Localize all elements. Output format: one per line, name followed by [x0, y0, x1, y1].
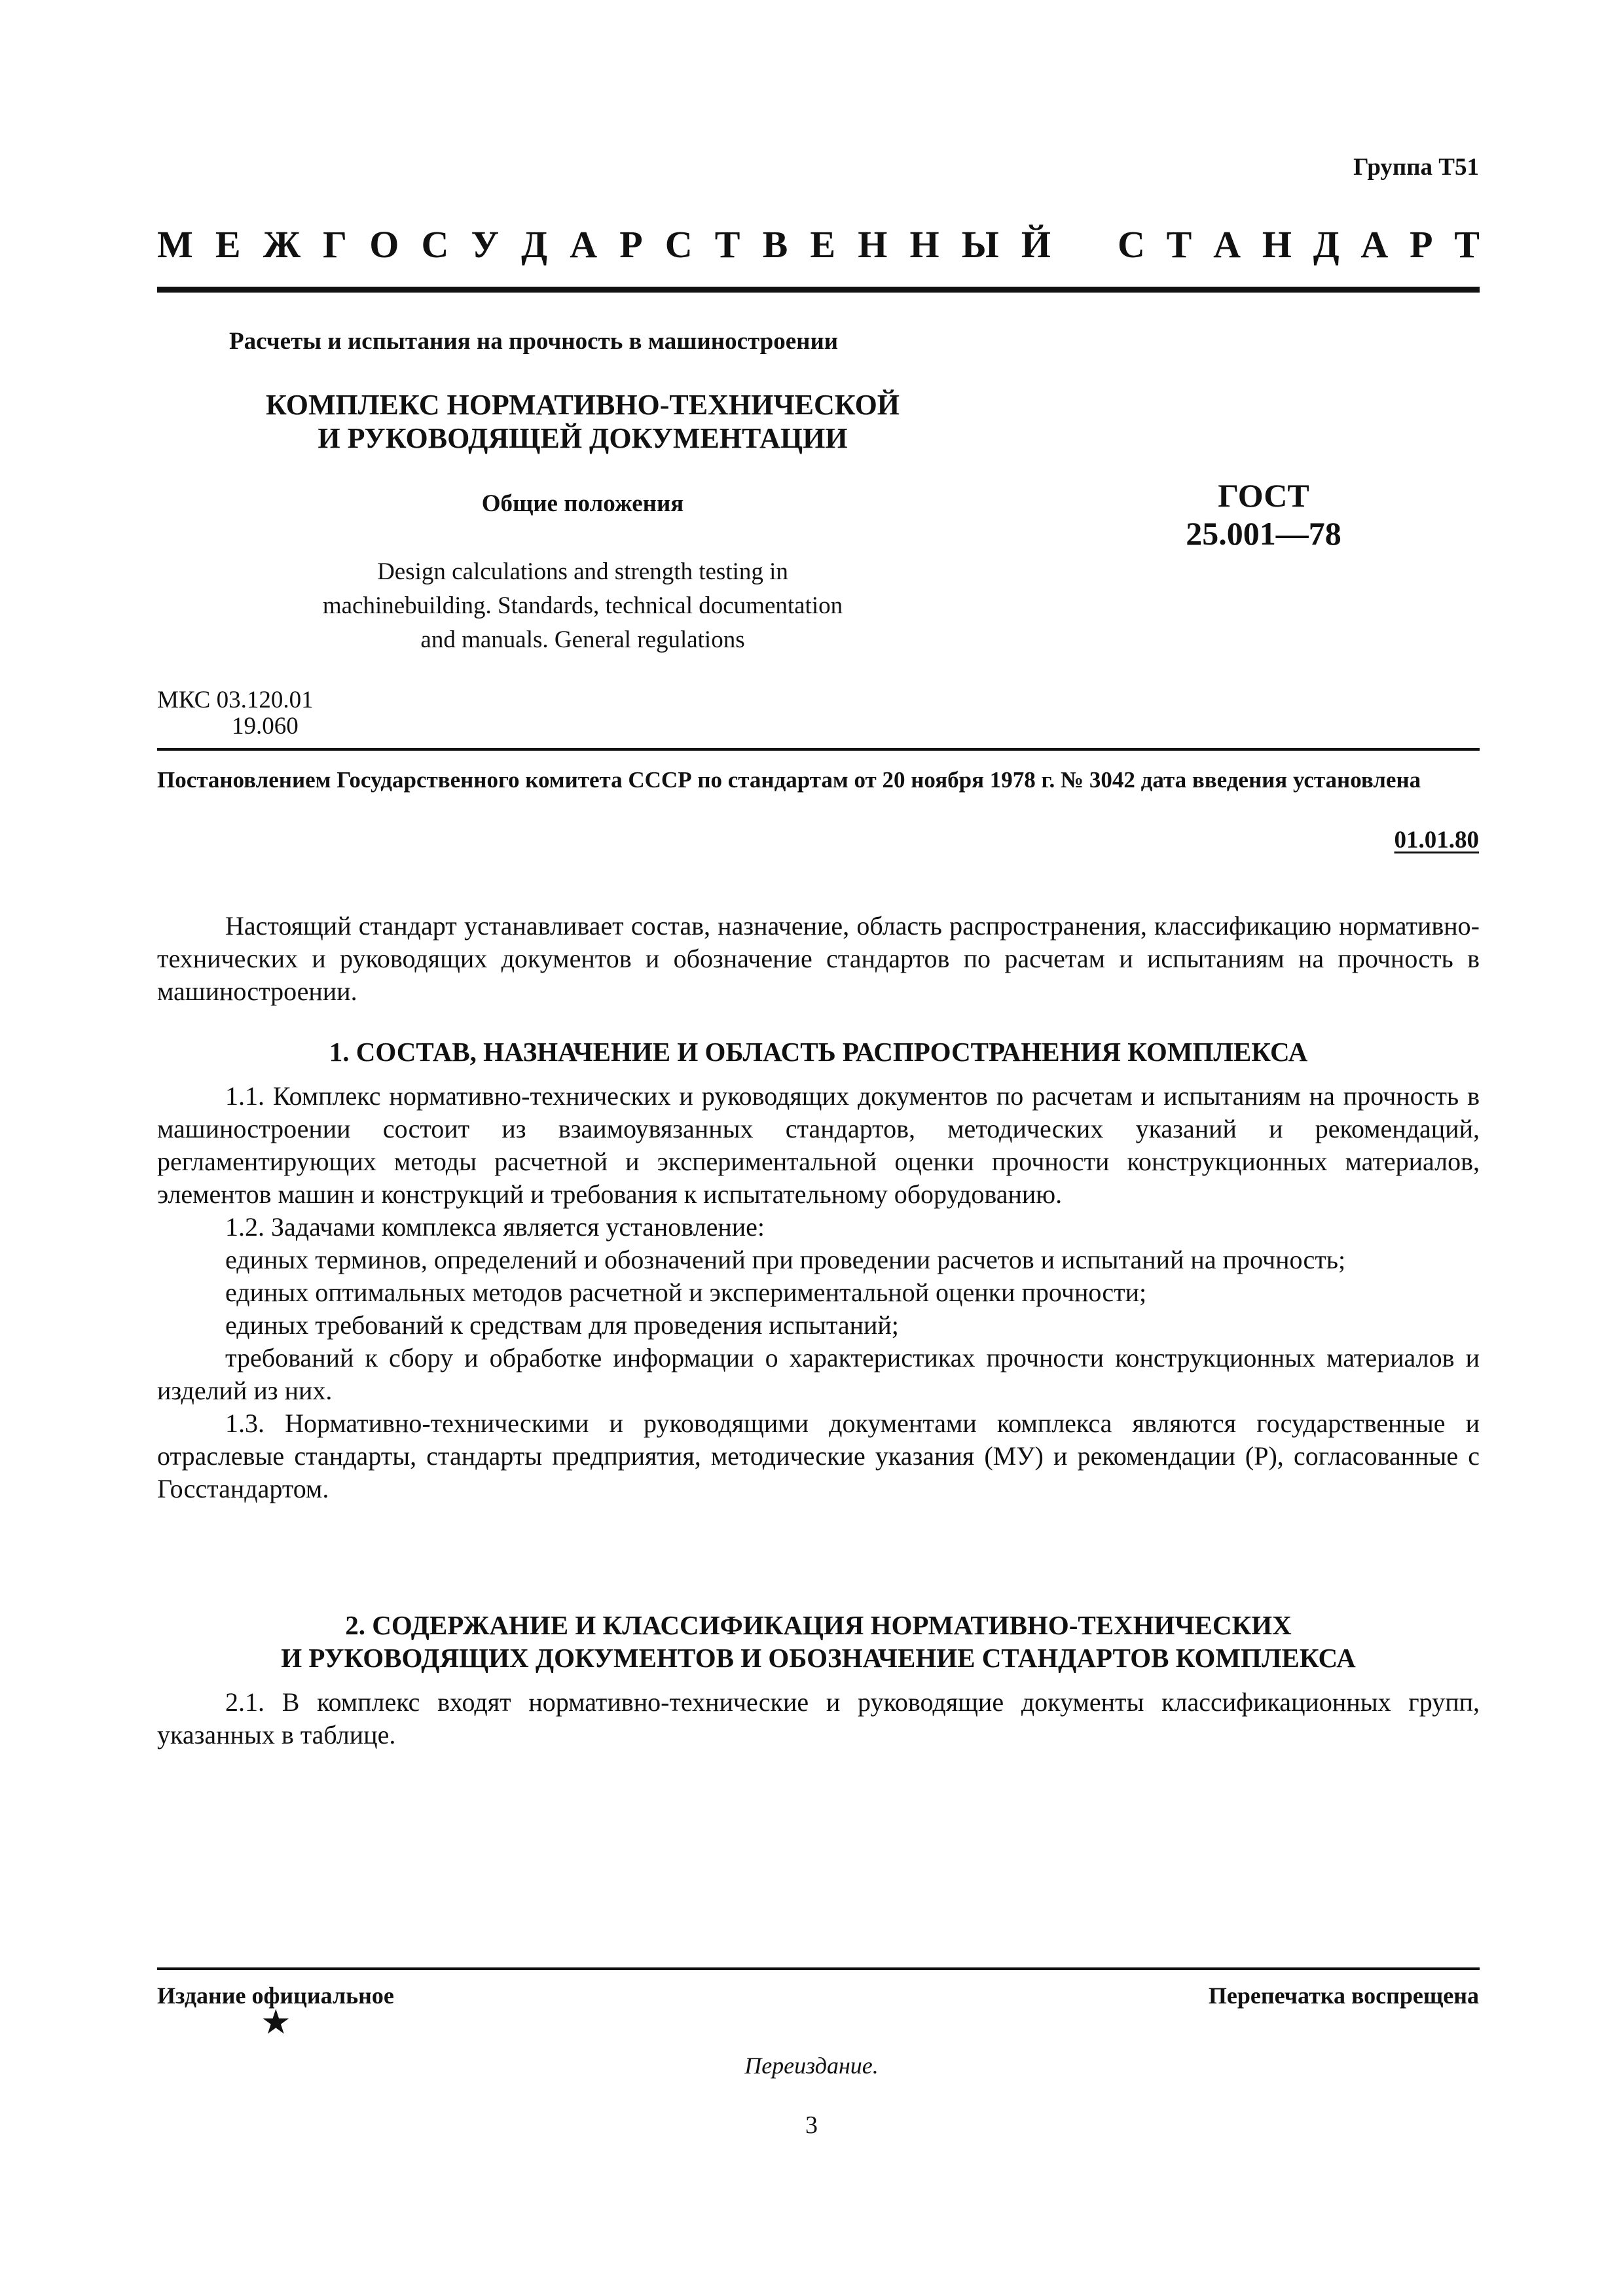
english-line-2: machinebuilding. Standards, technical documentation — [322, 592, 843, 619]
banner-letter: С — [665, 223, 693, 266]
banner-letter: А — [1360, 223, 1389, 266]
section-2-heading-line-2: И РУКОВОДЯЩИХ ДОКУМЕНТОВ И ОБОЗНАЧЕНИЕ СТАНДАРТОВ КОМПЛЕКСА — [281, 1643, 1356, 1673]
gost-label: ГОСТ — [1218, 477, 1309, 514]
banner-letter: Ж — [263, 223, 301, 266]
intro-paragraph: Настоящий стандарт устанавливает состав, назначение, область распространения, классификацию нормативно-технических и руководящих документов и обозначение стандартов по расчетам и испытаниям на прочность в машиностроении. — [157, 911, 1480, 1006]
decree-divider — [157, 748, 1480, 751]
banner-letter: М — [157, 223, 193, 266]
list-item-equipment: единых требований к средствам для проведения испытаний; — [225, 1310, 899, 1340]
banner-letter: С — [421, 223, 449, 266]
paragraph-2-1: 2.1. В комплекс входят нормативно-технические и руководящие документы классификационных групп, указанных в таблице. — [157, 1687, 1480, 1749]
section-2-heading-line-1: 2. СОДЕРЖАНИЕ И КЛАССИФИКАЦИЯ НОРМАТИВНО-ТЕХНИЧЕСКИХ — [345, 1610, 1292, 1640]
banner-letter: Р — [1410, 223, 1433, 266]
english-title — [216, 555, 949, 657]
gost-number — [1113, 476, 1414, 552]
decree-text: Постановлением Государственного комитета СССР по стандартам от 20 ноября 1978 г. № 3042 дата введения установлена — [157, 767, 1421, 793]
banner-letter: Г — [323, 223, 348, 266]
banner-letter: Й — [1021, 223, 1051, 266]
banner-letter: Т — [1454, 223, 1480, 266]
banner-letter: Н — [858, 223, 888, 266]
page-number: 3 — [805, 2111, 818, 2139]
banner-letter: Т — [714, 223, 740, 266]
mks-code-1: МКС 03.120.01 — [157, 687, 314, 713]
list-item-methods: единых оптимальных методов расчетной и экспериментальной оценки прочности; — [225, 1278, 1147, 1307]
star-icon: ★ — [261, 2004, 291, 2041]
document-title — [196, 388, 969, 455]
banner-letter: С — [1118, 223, 1145, 266]
top-divider — [157, 287, 1480, 293]
standard-banner — [157, 223, 1480, 266]
banner-word-interstate — [157, 223, 1051, 266]
banner-letter: Е — [810, 223, 836, 266]
banner-letter: Д — [1313, 223, 1340, 266]
title-line-2: И РУКОВОДЯЩЕЙ ДОКУМЕНТАЦИИ — [318, 422, 848, 454]
banner-letter: Н — [909, 223, 939, 266]
section-1 — [157, 1035, 1480, 1505]
reprint-prohibited: Перепечатка воспрещена — [1208, 1982, 1479, 2009]
series-title: Расчеты и испытания на прочность в машиностроении — [229, 328, 839, 355]
banner-letter: Ы — [961, 223, 999, 266]
banner-letter: Н — [1262, 223, 1292, 266]
banner-word-standard — [1118, 223, 1480, 266]
banner-letter: Е — [215, 223, 241, 266]
banner-letter: В — [762, 223, 788, 266]
banner-letter: А — [570, 223, 598, 266]
reissue-note: Переиздание. — [744, 2053, 879, 2079]
banner-letter: А — [1213, 223, 1241, 266]
list-item-terms: единых терминов, определений и обозначений при проведении расчетов и испытаний на прочность; — [225, 1245, 1346, 1274]
english-line-1: Design calculations and strength testing in — [377, 558, 788, 585]
banner-letter: У — [471, 223, 500, 266]
document-subtitle: Общие положения — [481, 490, 684, 517]
section-1-heading: 1. СОСТАВ, НАЗНАЧЕНИЕ И ОБЛАСТЬ РАСПРОСТРАНЕНИЯ КОМПЛЕКСА — [329, 1037, 1308, 1067]
banner-letter: Д — [521, 223, 548, 266]
title-line-1: КОМПЛЕКС НОРМАТИВНО-ТЕХНИЧЕСКОЙ — [265, 389, 900, 421]
gost-code: 25.001—78 — [1186, 515, 1341, 552]
paragraph-1-3: 1.3. Нормативно-техническими и руководящими документами комплекса являются государственные и отраслевые стандарты, стандарты предприятия, методические указания (МУ) и рекомендации (Р), согласованные с Госстандартом. — [157, 1408, 1480, 1503]
banner-letter: О — [369, 223, 399, 266]
effective-date: 01.01.80 — [1394, 827, 1479, 853]
banner-letter: Р — [619, 223, 643, 266]
banner-letter: Т — [1166, 223, 1192, 266]
section-2-heading — [157, 1609, 1480, 1674]
paragraph-1-1: 1.1. Комплекс нормативно-технических и руководящих документов по расчетам и испытаниям на прочность в машиностроении состоит из взаимоувязанных стандартов, методических указаний и рекомендаций, регламентирующих методы расчетной и экспериментальной оценки прочности конструкционных материалов, элементов машин и конструкций и требования к испытательному оборудованию. — [157, 1081, 1480, 1209]
english-line-3: and manuals. General regulations — [420, 626, 745, 653]
group-code: Группа Т51 — [1353, 154, 1479, 181]
intro-block — [157, 910, 1480, 1008]
list-item-information: требований к сбору и обработке информации о характеристиках прочности конструкционных материалов и изделий из них. — [157, 1343, 1480, 1405]
paragraph-1-2: 1.2. Задачами комплекса является установление: — [225, 1212, 765, 1242]
section-2 — [157, 1609, 1480, 1751]
official-edition: Издание официальное — [157, 1982, 394, 2009]
mks-code-2: 19.060 — [232, 713, 299, 740]
footer-divider — [157, 1967, 1480, 1970]
